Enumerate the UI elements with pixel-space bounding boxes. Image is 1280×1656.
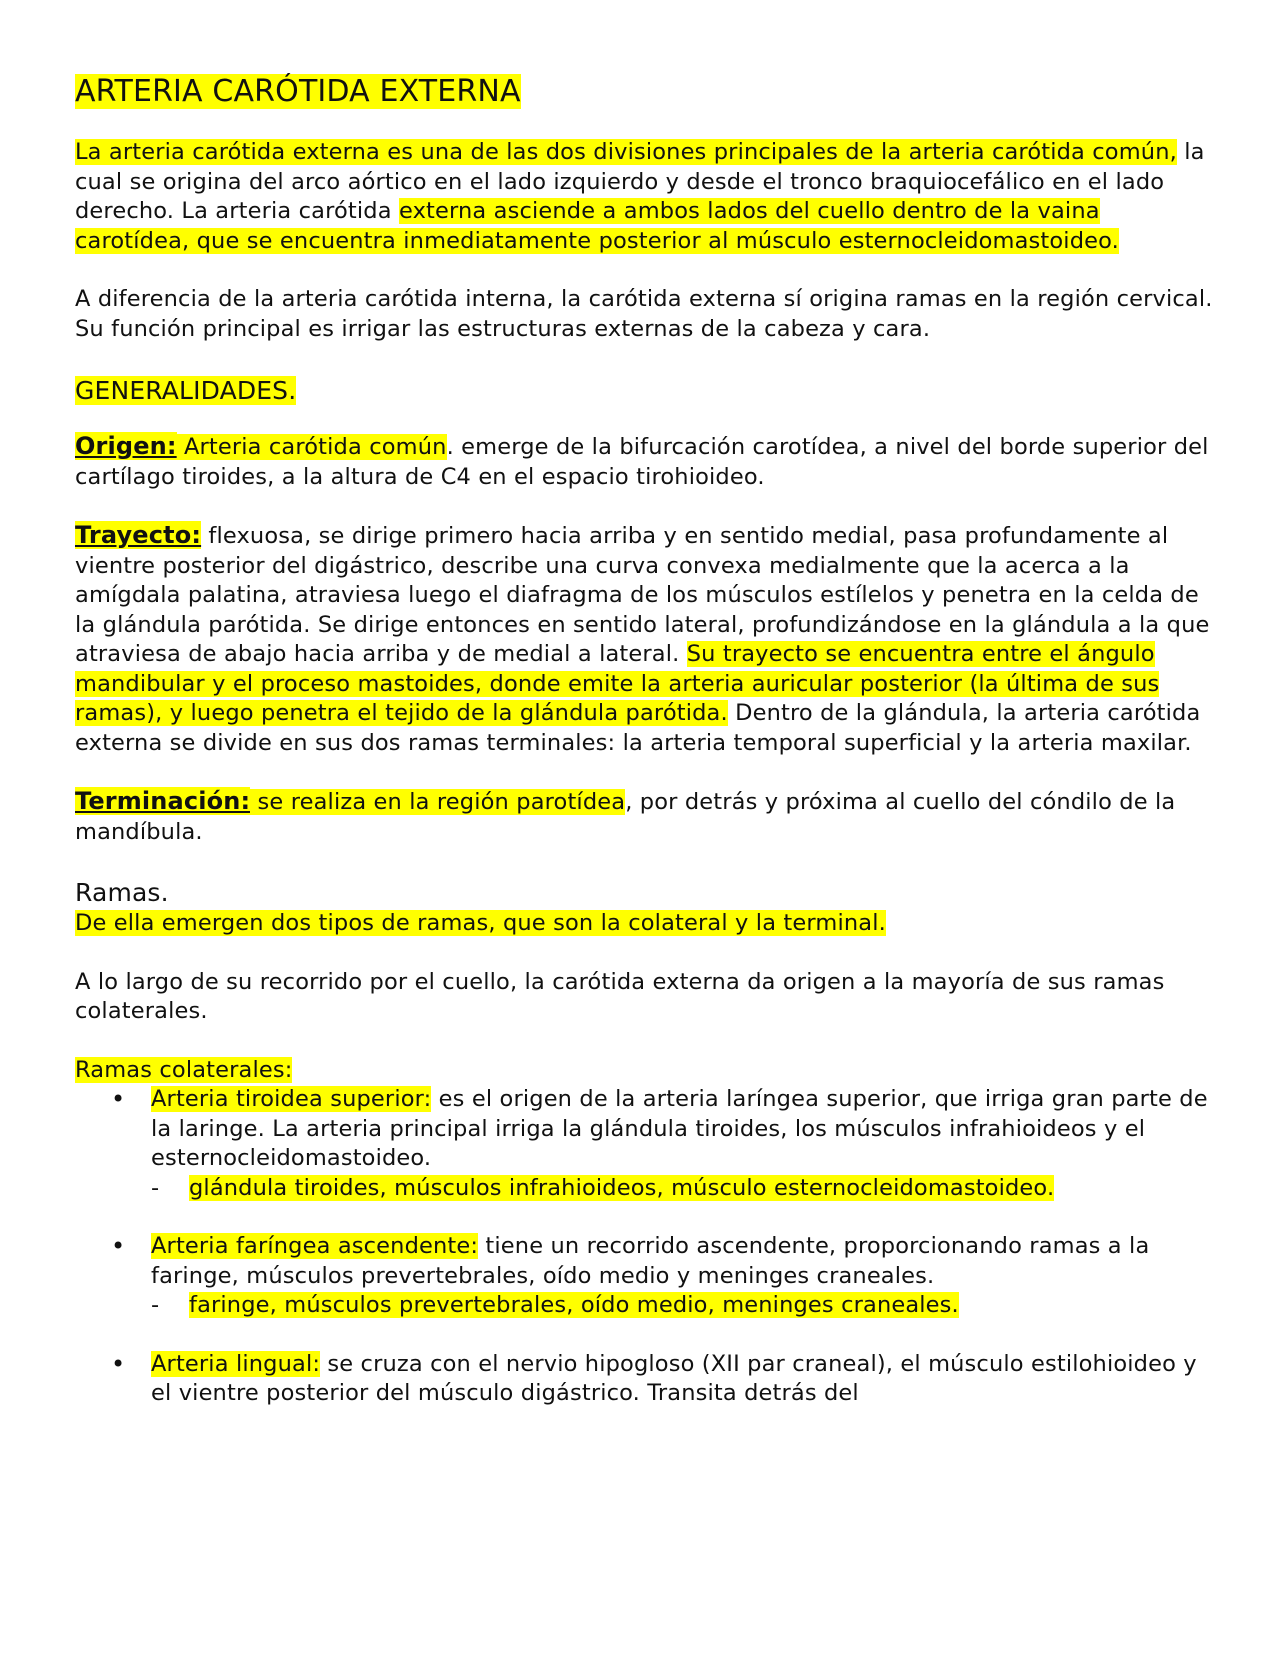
terminacion-highlight: se realiza en la región parotídea (250, 789, 626, 815)
intro-text-1: la cual se origina del arco aórtico en el lado izquierdo y desde el tronco braquiocefálico en el lado derecho. La arteria carótida (75, 139, 1205, 224)
title-highlight: ARTERIA CARÓTIDA EXTERNA (75, 74, 521, 109)
colaterales-heading (75, 1056, 1215, 1086)
list-item (75, 1232, 1215, 1321)
document-body (75, 72, 1215, 1409)
terminacion-paragraph (75, 787, 1215, 847)
list-item-name: Arteria lingual: (151, 1350, 321, 1377)
intro-paragraph-1 (75, 138, 1215, 256)
bullet-icon: • (111, 1349, 126, 1378)
list-item-text (151, 1350, 1215, 1409)
list-item-description: se cruza con el nervio hipogloso (XII par craneal), el músculo estilohioideo y el vientre posterior del músculo digástrico. Transita detrás del (151, 1350, 1197, 1406)
intro-highlight-1: La arteria carótida externa es una de las dos divisiones principales de la arteria carótida común, (75, 139, 1177, 165)
trayecto-paragraph (75, 521, 1215, 758)
bullet-icon: • (111, 1232, 126, 1260)
sub-list-item-text: faringe, músculos prevertebrales, oído medio, meninges craneales. (189, 1292, 959, 1318)
origen-highlight: Arteria carótida común (176, 434, 447, 460)
list-item-description: tiene un recorrido ascendente, proporcionando ramas a la faringe, músculos prevertebrales, oído medio y meninges craneales. (151, 1233, 1150, 1289)
dash-icon: - (151, 1174, 160, 1201)
terminacion-text: , por detrás y próxima al cuello del cóndilo de la mandíbula. (75, 789, 1176, 845)
ramas-intro-highlight: De ella emergen dos tipos de ramas, que son la colateral y la terminal. (75, 910, 886, 936)
trayecto-text-1: flexuosa, se dirige primero hacia arriba y en sentido medial, pasa profundamente al vientre posterior del digástrico, describe una curva convexa medialmente que la acerca a la amígdala palatina, atraviesa luego el diafragma de los músculos estílelos y penetra en la celda de la glándula parótida. Se dirige entonces en sentido lateral, profundizándose en la glándula a la que atraviesa de abajo hacia arriba y de medial a lateral. (75, 523, 1210, 667)
trayecto-text-2: Dentro de la glándula, la arteria carótida externa se divide en sus dos ramas terminales: la arteria temporal superficial y la arteria maxilar. (75, 700, 1201, 756)
list-item (75, 1085, 1215, 1203)
intro-paragraph-2: A diferencia de la arteria carótida interna, la carótida externa sí origina ramas en la región cervical. Su función principal es irrigar las estructuras externas de la cabeza y cara. (75, 286, 1213, 342)
ramas-heading: Ramas. (75, 878, 169, 907)
colaterales-list (75, 1085, 1215, 1409)
origen-text: . emerge de la bifurcación carotídea, a nivel del borde superior del cartílago tiroides, a la altura de C4 en el espacio tirohioideo. (75, 434, 1209, 490)
list-item-text (151, 1085, 1215, 1174)
sub-list-item (151, 1291, 1215, 1321)
colaterales-heading-highlight: Ramas colaterales: (75, 1056, 293, 1083)
ramas-intro (75, 909, 1215, 939)
origen-paragraph (75, 432, 1215, 492)
trayecto-highlight: Su trayecto se encuentra entre el ángulo mandibular y el proceso mastoides, donde emite la arteria auricular posterior (la última de sus ramas), y luego penetra el tejido de la glándula parótida. (75, 641, 1160, 726)
sub-list-item (151, 1174, 1215, 1204)
bullet-icon: • (111, 1085, 126, 1113)
generalidades-heading (75, 374, 1215, 408)
list-item-text (151, 1232, 1215, 1291)
document-title (75, 72, 1215, 112)
terminacion-label: Terminación: (75, 787, 251, 815)
intro-highlight-2: externa asciende a ambos lados del cuello dentro de la vaina carotídea, que se encuentra inmediatamente posterior al músculo esternocleidomastoideo. (75, 198, 1119, 254)
list-item-name: Arteria faríngea ascendente: (151, 1233, 479, 1259)
dash-icon: - (151, 1292, 160, 1318)
sub-list-item-text: glándula tiroides, músculos infrahioideos, músculo esternocleidomastoideo. (189, 1174, 1055, 1201)
generalidades-heading-highlight: GENERALIDADES. (75, 376, 297, 405)
origen-label: Origen: (75, 432, 177, 460)
list-item (75, 1350, 1215, 1409)
trayecto-label: Trayecto: (75, 521, 202, 549)
list-item-name: Arteria tiroidea superior: (151, 1086, 432, 1112)
ramas-paragraph: A lo largo de su recorrido por el cuello, la carótida externa da origen a la mayoría de sus ramas colaterales. (75, 968, 1165, 1024)
list-item-description: es el origen de la arteria laríngea superior, que irriga gran parte de la laringe. La arteria principal irriga la glándula tiroides, los músculos infrahioideos y el esternocleidomastoideo. (151, 1086, 1208, 1171)
